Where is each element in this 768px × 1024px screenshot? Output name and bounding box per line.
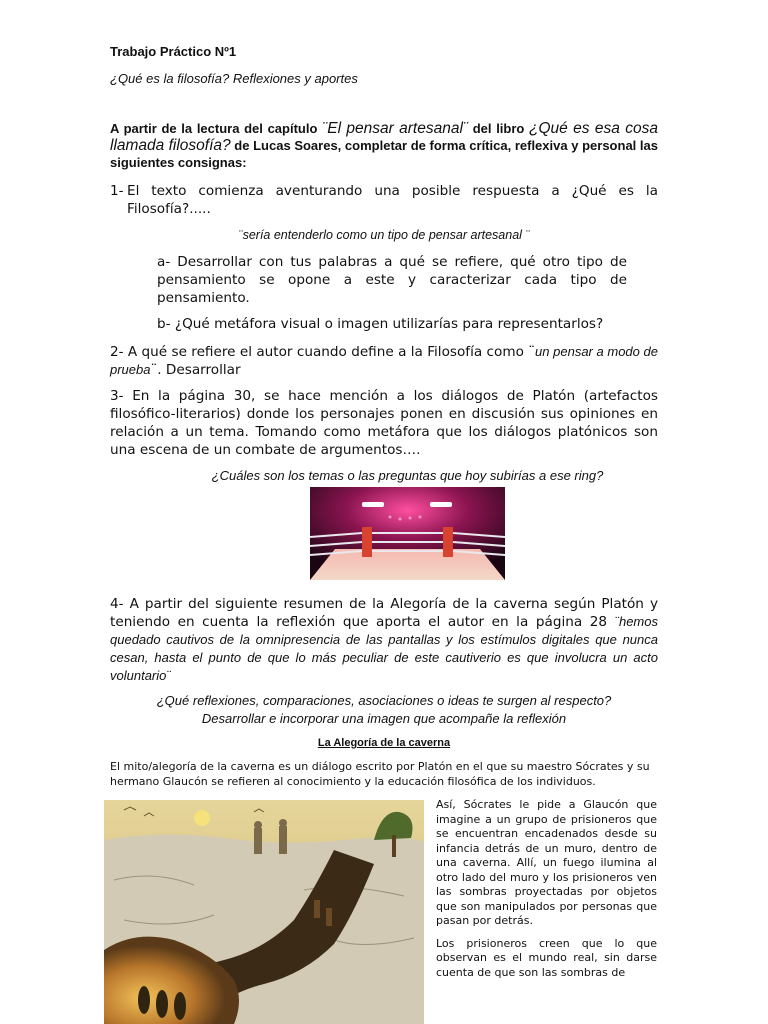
question-2-tail: ¨. Desarrollar xyxy=(150,362,241,378)
page-title: Trabajo Práctico Nº1 xyxy=(110,44,237,59)
question-4-prompt-line1: ¿Qué reflexiones, comparaciones, asociaciones o ideas te surgen al respecto? xyxy=(156,693,612,708)
intro-part3: de Lucas Soares, completar de forma crítica, reflexiva y personal las siguientes consignas: xyxy=(110,138,658,170)
intro-part1: A partir de la lectura del capítulo xyxy=(110,121,323,136)
question-4-text: 4- A partir del siguiente resumen de la Alegoría de la caverna según Platón y teniendo en cuenta la reflexión que aporta el autor en la página 28 xyxy=(110,596,658,630)
question-1a: a- Desarrollar con tus palabras a qué se refiere, qué otro tipo de pensamiento se opone a este y caracterizar cada tipo de pensamiento. xyxy=(157,254,627,306)
question-3: 3- En la página 30, se hace mención a los diálogos de Platón (artefactos filosófico-literarios) donde los personajes ponen en discusión sus opiniones en relación a un tema. Tomando como metáfora que los diálogos platónicos son una escena de un combate de argumentos…. xyxy=(110,388,658,458)
question-1-number: 1- xyxy=(110,183,124,199)
cave-paragraph-2: Los prisioneros creen que lo que observan es el mundo real, sin darse cuenta de que son las sombras de xyxy=(436,936,657,979)
cave-allegory-image xyxy=(104,800,424,1024)
question-2-text: 2- A qué se refiere el autor cuando define a la Filosofía como ¨ xyxy=(110,344,536,360)
question-4 xyxy=(110,595,658,685)
quote-pensar-artesanal: ¨sería entenderlo como un tipo de pensar artesanal ¨ xyxy=(238,228,530,242)
cave-description xyxy=(436,798,657,988)
cave-paragraph-1: Así, Sócrates le pide a Glaucón que imagine a un grupo de prisioneros que se encuentran encadenados desde su infancia detrás de un muro, dentro de una caverna. Allí, un fuego ilumina al otro lado del muro y los prisioneros ven las sombras proyectadas por objetos que son manipulados por personas que pasan por detrás. xyxy=(436,798,657,927)
question-1-text: El texto comienza aventurando una posible respuesta a ¿Qué es la Filosofía?..... xyxy=(127,183,658,217)
book-title: ¿Qué es esa cosa llamada filosofía? xyxy=(110,120,658,154)
question-4-prompt xyxy=(0,692,768,728)
question-2 xyxy=(110,343,658,379)
question-1 xyxy=(110,182,658,218)
question-1b: b- ¿Qué metáfora visual o imagen utilizarías para representarlos? xyxy=(157,316,604,332)
question-2-italic: un pensar a modo de prueba xyxy=(110,344,658,377)
cave-intro: El mito/alegoría de la caverna es un diálogo escrito por Platón en el que su maestro Sócrates y su hermano Glaucón se refieren al conocimiento y la educación filosófica de los individuos. xyxy=(110,760,650,788)
question-4-quote: ¨hemos quedado cautivos de la omnipresencia de las pantallas y los estímulos digitales que nunca cesan, hasta el punto de que lo más peculiar de este cautiverio es que involucra un acto voluntario¨ xyxy=(110,614,658,683)
question-3-ring-question: ¿Cuáles son los temas o las preguntas que hoy subirías a ese ring? xyxy=(211,468,604,483)
cave-section-title: La Alegoría de la caverna xyxy=(317,737,451,749)
intro-part2: del libro xyxy=(468,121,530,136)
boxing-ring-image xyxy=(310,487,505,580)
page-subtitle: ¿Qué es la filosofía? Reflexiones y aportes xyxy=(110,71,358,86)
intro-paragraph xyxy=(110,120,658,171)
chapter-title: ¨El pensar artesanal¨ xyxy=(322,120,469,137)
question-4-prompt-line2: Desarrollar e incorporar una imagen que acompañe la reflexión xyxy=(201,711,567,726)
